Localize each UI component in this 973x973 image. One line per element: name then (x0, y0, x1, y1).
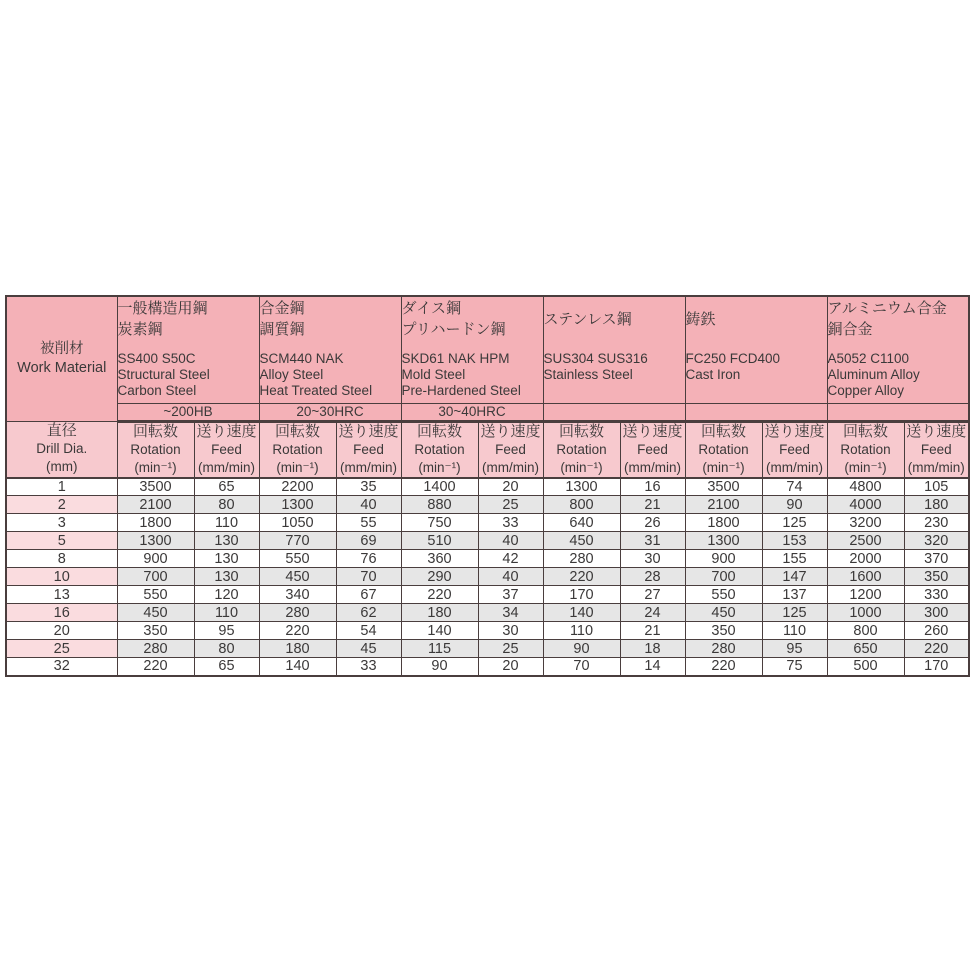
rotation-header: 回転数 Rotation (min⁻¹) (543, 421, 620, 478)
feed-value-cell: 65 (194, 658, 259, 676)
rotation-value-cell: 500 (827, 658, 904, 676)
material-name: ステンレス鋼 (543, 310, 632, 328)
material-header-stainless-steel (543, 296, 685, 403)
rotation-header: 回転数 Rotation (min⁻¹) (827, 421, 904, 478)
table-row (6, 568, 969, 586)
feed-value-cell: 147 (762, 568, 827, 586)
rotation-value-cell: 1800 (117, 514, 194, 532)
rotation-value-cell: 350 (685, 622, 762, 640)
rotation-value-cell: 450 (685, 604, 762, 622)
feed-value-cell: 137 (762, 586, 827, 604)
feed-value-cell: 65 (194, 478, 259, 496)
rotation-value-cell: 1300 (685, 532, 762, 550)
hardness-cell (543, 403, 685, 421)
rotation-value-cell: 70 (543, 658, 620, 676)
rotation-value-cell: 900 (685, 550, 762, 568)
rotation-value-cell: 510 (401, 532, 478, 550)
rotation-value-cell: 280 (543, 550, 620, 568)
feed-value-cell: 105 (904, 478, 969, 496)
rotation-value-cell: 770 (259, 532, 336, 550)
drill-dia-cell: 5 (6, 532, 117, 550)
hardness-cell: 30~40HRC (401, 403, 543, 421)
table-row (6, 496, 969, 514)
material-header-carbon-steel (117, 296, 259, 403)
work-material-header (6, 296, 117, 421)
feed-value-cell: 110 (194, 604, 259, 622)
feed-value-cell: 34 (478, 604, 543, 622)
drill-dia-cell: 32 (6, 658, 117, 676)
feed-header: 送り速度 Feed (mm/min) (336, 421, 401, 478)
feed-value-cell: 54 (336, 622, 401, 640)
feed-value-cell: 153 (762, 532, 827, 550)
feed-value-cell: 155 (762, 550, 827, 568)
rotation-value-cell: 140 (259, 658, 336, 676)
feed-value-cell: 170 (904, 658, 969, 676)
feed-value-cell: 21 (620, 622, 685, 640)
feed-value-cell: 370 (904, 550, 969, 568)
rotation-value-cell: 180 (259, 640, 336, 658)
rotation-value-cell: 1300 (543, 478, 620, 496)
rotation-value-cell: 550 (259, 550, 336, 568)
rotation-value-cell: 650 (827, 640, 904, 658)
material-spec: SCM440 NAK Alloy Steel Heat Treated Steel (259, 351, 373, 398)
rotation-value-cell: 3200 (827, 514, 904, 532)
feed-value-cell: 18 (620, 640, 685, 658)
rotation-value-cell: 2000 (827, 550, 904, 568)
rotation-value-cell: 4800 (827, 478, 904, 496)
feed-value-cell: 90 (762, 496, 827, 514)
rotation-value-cell: 450 (543, 532, 620, 550)
rotation-value-cell: 2100 (117, 496, 194, 514)
material-spec: SUS304 SUS316 Stainless Steel (543, 351, 648, 382)
rotation-header: 回転数 Rotation (min⁻¹) (117, 421, 194, 478)
hardness-cell: ~200HB (117, 403, 259, 421)
table-row (6, 514, 969, 532)
material-name: 合金鋼 調質鋼 (259, 300, 305, 338)
drilling-conditions-table (5, 295, 970, 677)
rotation-value-cell: 1300 (117, 532, 194, 550)
material-name: ダイス鋼 プリハードン鋼 (401, 300, 506, 338)
feed-value-cell: 40 (336, 496, 401, 514)
rotation-value-cell: 1000 (827, 604, 904, 622)
feed-value-cell: 33 (336, 658, 401, 676)
rotation-value-cell: 550 (117, 586, 194, 604)
rotation-value-cell: 800 (827, 622, 904, 640)
rotation-value-cell: 140 (543, 604, 620, 622)
feed-value-cell: 130 (194, 568, 259, 586)
material-header-mold-steel (401, 296, 543, 403)
rotation-value-cell: 450 (117, 604, 194, 622)
rotation-value-cell: 3500 (685, 478, 762, 496)
feed-value-cell: 110 (194, 514, 259, 532)
material-spec: SKD61 NAK HPM Mold Steel Pre-Hardened Steel (401, 351, 521, 398)
feed-value-cell: 28 (620, 568, 685, 586)
feed-value-cell: 220 (904, 640, 969, 658)
feed-value-cell: 40 (478, 532, 543, 550)
feed-header: 送り速度 Feed (mm/min) (620, 421, 685, 478)
rotation-value-cell: 700 (685, 568, 762, 586)
feed-value-cell: 95 (762, 640, 827, 658)
rotation-value-cell: 1300 (259, 496, 336, 514)
material-header-row (6, 296, 969, 403)
hardness-cell (685, 403, 827, 421)
rotation-value-cell: 1050 (259, 514, 336, 532)
drill-dia-cell: 3 (6, 514, 117, 532)
material-spec: SS400 S50C Structural Steel Carbon Steel (117, 351, 210, 398)
feed-value-cell: 110 (762, 622, 827, 640)
rotation-value-cell: 280 (117, 640, 194, 658)
material-name: 鋳鉄 (685, 310, 716, 328)
table-row (6, 622, 969, 640)
table-row (6, 532, 969, 550)
rotation-value-cell: 900 (117, 550, 194, 568)
work-material-label-jp: 被削材 (40, 340, 84, 357)
table-body (6, 296, 969, 676)
material-header-cast-iron (685, 296, 827, 403)
rotation-value-cell: 2100 (685, 496, 762, 514)
rotation-value-cell: 115 (401, 640, 478, 658)
material-spec: A5052 C1100 Aluminum Alloy Copper Alloy (827, 351, 920, 398)
drill-dia-cell: 10 (6, 568, 117, 586)
feed-value-cell: 300 (904, 604, 969, 622)
drill-dia-header: 直径 Drill Dia. (mm) (6, 421, 117, 478)
rotation-value-cell: 220 (543, 568, 620, 586)
rotation-header: 回転数 Rotation (min⁻¹) (685, 421, 762, 478)
rotation-value-cell: 180 (401, 604, 478, 622)
rotation-value-cell: 2500 (827, 532, 904, 550)
work-material-label-en: Work Material (17, 359, 107, 376)
material-name: 一般構造用鋼 炭素鋼 (117, 300, 208, 338)
feed-value-cell: 33 (478, 514, 543, 532)
table-row (6, 640, 969, 658)
rotation-value-cell: 170 (543, 586, 620, 604)
drill-dia-cell: 8 (6, 550, 117, 568)
rotation-value-cell: 880 (401, 496, 478, 514)
drill-dia-cell: 2 (6, 496, 117, 514)
rotation-value-cell: 4000 (827, 496, 904, 514)
rotation-value-cell: 1800 (685, 514, 762, 532)
feed-value-cell: 130 (194, 532, 259, 550)
rotation-value-cell: 110 (543, 622, 620, 640)
feed-value-cell: 62 (336, 604, 401, 622)
rotation-value-cell: 140 (401, 622, 478, 640)
feed-header: 送り速度 Feed (mm/min) (194, 421, 259, 478)
feed-header: 送り速度 Feed (mm/min) (904, 421, 969, 478)
rotation-value-cell: 90 (543, 640, 620, 658)
column-header-row (6, 421, 969, 478)
rotation-value-cell: 290 (401, 568, 478, 586)
material-header-aluminum-copper (827, 296, 969, 403)
rotation-value-cell: 280 (259, 604, 336, 622)
feed-value-cell: 27 (620, 586, 685, 604)
material-name: アルミニウム合金 銅合金 (827, 300, 947, 338)
feed-value-cell: 69 (336, 532, 401, 550)
feed-value-cell: 30 (620, 550, 685, 568)
feed-value-cell: 75 (762, 658, 827, 676)
material-header-alloy-steel (259, 296, 401, 403)
feed-value-cell: 95 (194, 622, 259, 640)
rotation-value-cell: 3500 (117, 478, 194, 496)
feed-value-cell: 180 (904, 496, 969, 514)
rotation-value-cell: 220 (259, 622, 336, 640)
feed-value-cell: 80 (194, 496, 259, 514)
rotation-value-cell: 340 (259, 586, 336, 604)
rotation-value-cell: 360 (401, 550, 478, 568)
feed-value-cell: 20 (478, 658, 543, 676)
feed-value-cell: 31 (620, 532, 685, 550)
drill-dia-cell: 25 (6, 640, 117, 658)
feed-value-cell: 14 (620, 658, 685, 676)
feed-value-cell: 21 (620, 496, 685, 514)
feed-value-cell: 35 (336, 478, 401, 496)
feed-value-cell: 25 (478, 640, 543, 658)
drill-dia-cell: 13 (6, 586, 117, 604)
drill-dia-cell: 20 (6, 622, 117, 640)
feed-value-cell: 24 (620, 604, 685, 622)
rotation-value-cell: 1400 (401, 478, 478, 496)
feed-value-cell: 120 (194, 586, 259, 604)
feed-value-cell: 42 (478, 550, 543, 568)
hardness-cell: 20~30HRC (259, 403, 401, 421)
feed-value-cell: 70 (336, 568, 401, 586)
table-row (6, 478, 969, 496)
feed-value-cell: 230 (904, 514, 969, 532)
rotation-value-cell: 450 (259, 568, 336, 586)
rotation-value-cell: 220 (685, 658, 762, 676)
feed-value-cell: 67 (336, 586, 401, 604)
feed-value-cell: 40 (478, 568, 543, 586)
feed-value-cell: 125 (762, 514, 827, 532)
rotation-value-cell: 1600 (827, 568, 904, 586)
feed-value-cell: 260 (904, 622, 969, 640)
rotation-value-cell: 700 (117, 568, 194, 586)
hardness-cell (827, 403, 969, 421)
table-row (6, 604, 969, 622)
material-spec: FC250 FCD400 Cast Iron (685, 351, 781, 382)
feed-value-cell: 130 (194, 550, 259, 568)
rotation-value-cell: 750 (401, 514, 478, 532)
feed-value-cell: 16 (620, 478, 685, 496)
feed-value-cell: 26 (620, 514, 685, 532)
drill-dia-cell: 1 (6, 478, 117, 496)
feed-value-cell: 125 (762, 604, 827, 622)
rotation-value-cell: 350 (117, 622, 194, 640)
table-row (6, 550, 969, 568)
rotation-value-cell: 1200 (827, 586, 904, 604)
feed-value-cell: 330 (904, 586, 969, 604)
rotation-value-cell: 220 (401, 586, 478, 604)
rotation-header: 回転数 Rotation (min⁻¹) (401, 421, 478, 478)
feed-value-cell: 320 (904, 532, 969, 550)
table-row (6, 658, 969, 676)
rotation-value-cell: 800 (543, 496, 620, 514)
rotation-value-cell: 220 (117, 658, 194, 676)
feed-value-cell: 76 (336, 550, 401, 568)
rotation-value-cell: 640 (543, 514, 620, 532)
rotation-value-cell: 2200 (259, 478, 336, 496)
rotation-value-cell: 550 (685, 586, 762, 604)
feed-value-cell: 20 (478, 478, 543, 496)
feed-value-cell: 74 (762, 478, 827, 496)
rotation-header: 回転数 Rotation (min⁻¹) (259, 421, 336, 478)
feed-value-cell: 80 (194, 640, 259, 658)
feed-header: 送り速度 Feed (mm/min) (762, 421, 827, 478)
hardness-row (6, 403, 969, 421)
drill-dia-cell: 16 (6, 604, 117, 622)
feed-value-cell: 30 (478, 622, 543, 640)
feed-value-cell: 37 (478, 586, 543, 604)
feed-value-cell: 350 (904, 568, 969, 586)
feed-value-cell: 45 (336, 640, 401, 658)
rotation-value-cell: 90 (401, 658, 478, 676)
feed-header: 送り速度 Feed (mm/min) (478, 421, 543, 478)
feed-value-cell: 25 (478, 496, 543, 514)
table-row (6, 586, 969, 604)
rotation-value-cell: 280 (685, 640, 762, 658)
feed-value-cell: 55 (336, 514, 401, 532)
